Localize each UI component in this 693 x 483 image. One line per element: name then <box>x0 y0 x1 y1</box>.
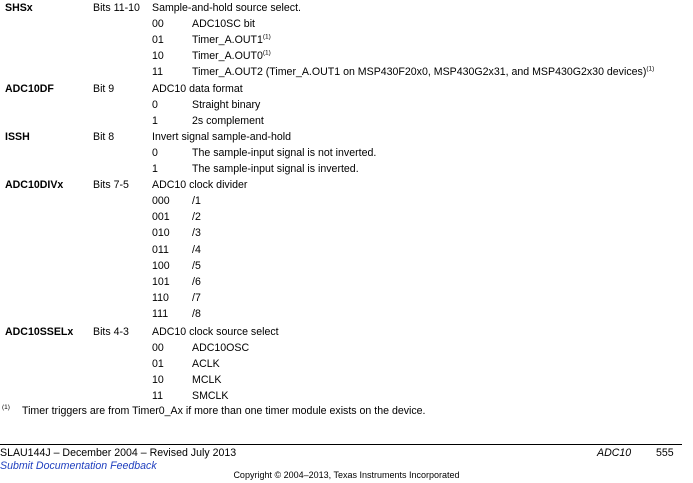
value-text: /6 <box>192 275 201 288</box>
value-code: 1 <box>152 114 158 127</box>
value-row <box>0 16 693 32</box>
value-row <box>0 356 693 372</box>
value-text: /1 <box>192 195 201 208</box>
footnote-ref: (1) <box>646 65 655 73</box>
value-code: 010 <box>152 227 170 240</box>
value-text: /4 <box>192 243 201 256</box>
value-code: 11 <box>152 390 163 402</box>
value-code: 00 <box>152 341 164 354</box>
field-description: Invert signal sample-and-hold <box>152 130 291 143</box>
value-code: 01 <box>152 357 164 370</box>
value-row <box>0 64 693 80</box>
footer-divider <box>0 444 682 445</box>
value-description <box>192 16 255 32</box>
value-code: 1 <box>152 163 158 175</box>
feedback-link[interactable]: Submit Documentation Feedback <box>0 460 157 472</box>
field-name: ISSH <box>5 130 30 143</box>
value-description <box>192 225 201 241</box>
value-description <box>192 97 260 113</box>
value-description <box>192 64 654 80</box>
field-row <box>0 81 693 97</box>
value-row <box>0 209 693 225</box>
value-text: The sample-input signal is inverted. <box>192 163 359 175</box>
value-code: 10 <box>152 50 164 63</box>
value-text: SMCLK <box>192 390 229 402</box>
field-description: ADC10 data format <box>152 82 243 95</box>
field-row <box>0 129 693 145</box>
field-row <box>0 0 693 16</box>
footer-section: ADC10 <box>597 447 632 459</box>
value-code: 011 <box>152 243 169 256</box>
value-code: 110 <box>152 291 169 304</box>
value-row <box>0 372 693 388</box>
field-name: ADC10SSELx <box>5 325 74 338</box>
value-description <box>192 161 359 177</box>
footnote-ref: (1) <box>262 33 271 41</box>
value-row <box>0 193 693 209</box>
value-description <box>192 306 201 322</box>
footer-doc-id: SLAU144J – December 2004 – Revised July 2013 <box>0 447 237 459</box>
value-text: 2s complement <box>192 114 264 127</box>
value-row <box>0 274 693 290</box>
value-code: 001 <box>152 211 170 224</box>
value-row <box>0 388 693 404</box>
value-description <box>192 48 271 64</box>
value-description <box>192 193 201 209</box>
footnote-ref: (1) <box>262 49 271 57</box>
value-code: 00 <box>152 18 164 31</box>
value-description <box>192 372 221 388</box>
value-row <box>0 48 693 64</box>
value-row <box>0 113 693 129</box>
field-bits: Bits 7-5 <box>93 179 129 192</box>
field-name: ADC10DF <box>5 82 54 95</box>
field-name: SHSx <box>5 2 33 14</box>
value-text: /3 <box>192 227 201 240</box>
value-code: 11 <box>152 66 163 79</box>
value-code: 111 <box>152 307 169 320</box>
value-description <box>192 340 249 356</box>
value-row <box>0 161 693 177</box>
field-bits: Bits 4-3 <box>93 325 129 338</box>
footer-page-number: 555 <box>656 447 674 459</box>
value-text: Straight binary <box>192 98 261 111</box>
value-text: ADC10OSC <box>192 341 250 354</box>
field-description: ADC10 clock divider <box>152 179 248 192</box>
footnote-mark: (1) <box>2 404 10 411</box>
value-description <box>192 258 201 274</box>
value-text: Timer_A.OUT2 (Timer_A.OUT1 on MSP430F20x0, MSP430G2x31, and MSP430G2x30 devices) <box>192 66 647 79</box>
value-text: /8 <box>192 307 201 320</box>
value-row <box>0 340 693 356</box>
value-code: 0 <box>152 146 158 159</box>
value-description <box>192 145 376 161</box>
value-text: The sample-input signal is not inverted. <box>192 146 377 159</box>
value-row <box>0 290 693 306</box>
field-bits: Bit 9 <box>93 82 115 95</box>
field-description: ADC10 clock source select <box>152 325 279 338</box>
field-description: Sample-and-hold source select. <box>152 2 301 14</box>
value-description <box>192 242 201 258</box>
value-row <box>0 242 693 258</box>
field-bits: Bit 8 <box>93 130 115 143</box>
value-text: /5 <box>192 259 201 272</box>
value-row <box>0 258 693 274</box>
value-code: 101 <box>152 275 170 288</box>
value-row <box>0 32 693 48</box>
field-name: ADC10DIVx <box>5 179 64 192</box>
value-description <box>192 356 220 372</box>
value-code: 10 <box>152 373 164 386</box>
value-text: /2 <box>192 211 201 224</box>
value-text: MCLK <box>192 373 222 386</box>
value-description <box>192 209 201 225</box>
footer-copyright: Copyright © 2004–2013, Texas Instruments Incorporated <box>233 470 460 480</box>
value-row <box>0 225 693 241</box>
value-text: ACLK <box>192 357 220 370</box>
value-code: 100 <box>152 259 170 272</box>
footnote-text: Timer triggers are from Timer0_Ax if more than one timer module exists on the device. <box>22 405 426 417</box>
field-bits: Bits 11-10 <box>93 2 140 14</box>
value-row <box>0 306 693 322</box>
value-text: /7 <box>192 291 201 304</box>
value-code: 01 <box>152 34 164 47</box>
field-row <box>0 177 693 193</box>
value-description <box>192 274 201 290</box>
value-row <box>0 97 693 113</box>
value-description <box>192 113 264 129</box>
value-description <box>192 290 201 306</box>
value-description <box>192 32 271 48</box>
value-text: ADC10SC bit <box>192 18 255 31</box>
value-code: 0 <box>152 98 158 111</box>
value-code: 000 <box>152 195 170 208</box>
value-text: Timer_A.OUT1 <box>192 34 263 47</box>
value-text: Timer_A.OUT0 <box>192 50 263 63</box>
field-row <box>0 324 693 340</box>
value-description <box>192 388 229 404</box>
value-row <box>0 145 693 161</box>
